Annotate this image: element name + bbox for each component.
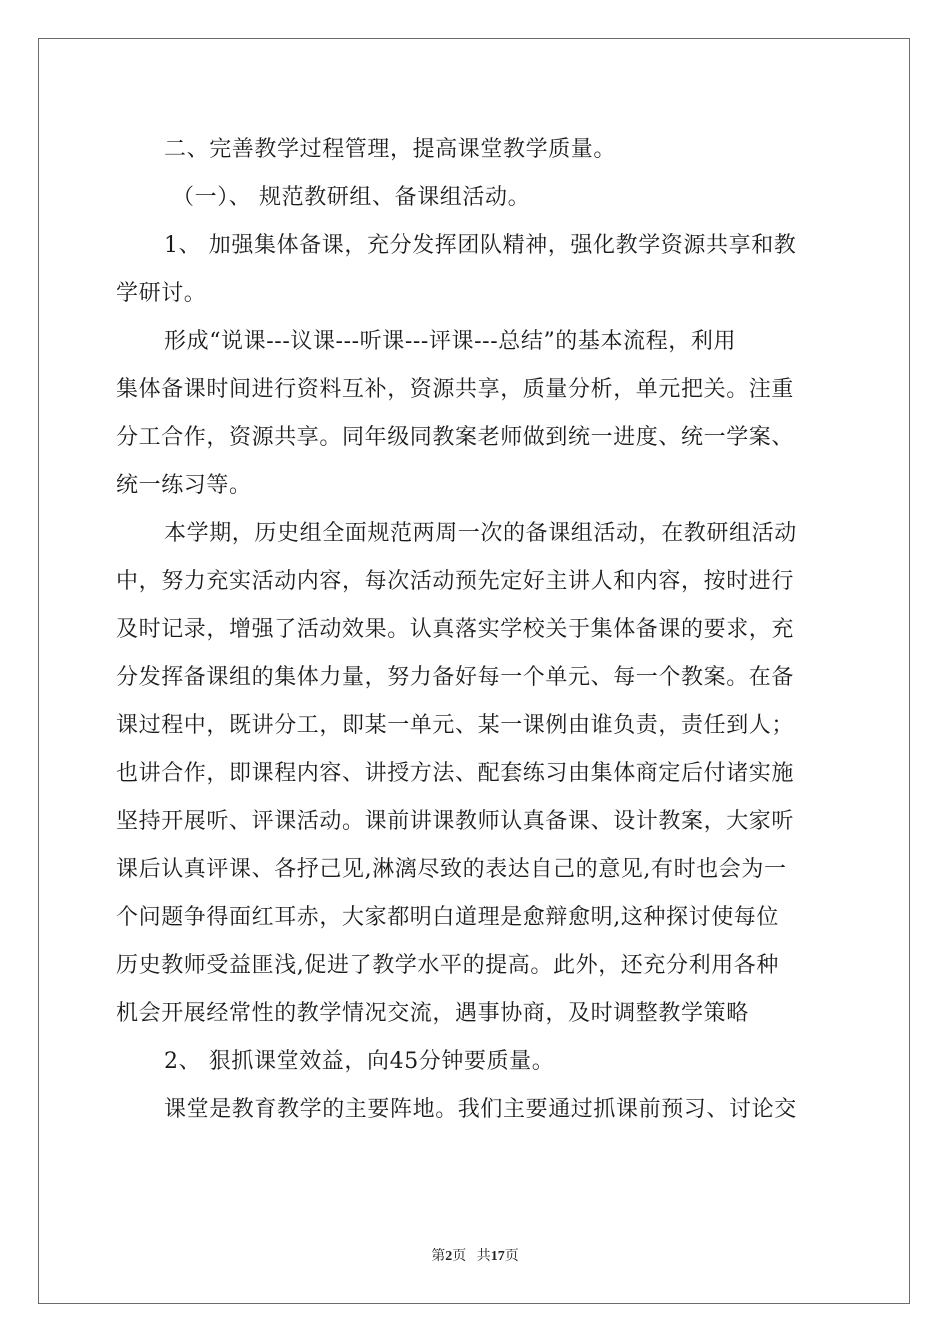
page-suffix: 页 bbox=[452, 1249, 467, 1264]
paragraph-line: 历史教师受益匪浅,促进了教学水平的提高。此外，还充分利用各种 bbox=[116, 953, 779, 978]
subsection-heading: （一）、 规范教研组、备课组活动。 bbox=[172, 185, 531, 210]
total-prefix: 共 bbox=[476, 1249, 491, 1264]
page-number: 2 bbox=[445, 1249, 453, 1264]
paragraph-line: 统一练习等。 bbox=[116, 473, 252, 498]
total-suffix: 页 bbox=[504, 1249, 519, 1264]
paragraph-line: 分工合作，资源共享。同年级同教案老师做到统一进度、统一学案、 bbox=[116, 425, 795, 450]
paragraph-line: 2、 狠抓课堂效益，向45分钟要质量。 bbox=[164, 1049, 555, 1074]
paragraph-line: 形成“说课---议课---听课---评课---总结”的基本流程，利用 bbox=[164, 329, 737, 354]
paragraph-line: 中，努力充实活动内容，每次活动预先定好主讲人和内容，按时进行 bbox=[116, 569, 795, 594]
paragraph-line: 课过程中，既讲分工，即某一单元、某一课例由谁负责，责任到人； bbox=[116, 713, 795, 738]
paragraph-line: 坚持开展听、评课活动。课前讲课教师认真备课、设计教案，大家听 bbox=[116, 809, 795, 834]
paragraph-line: 本学期，历史组全面规范两周一次的备课组活动，在教研组活动 bbox=[164, 521, 797, 546]
paragraph-line: 课后认真评课、各抒己见,淋漓尽致的表达自己的意见,有时也会为一 bbox=[116, 857, 787, 882]
paragraph-line: 及时记录，增强了活动效果。认真落实学校关于集体备课的要求，充 bbox=[116, 617, 795, 642]
page-footer bbox=[0, 1245, 950, 1265]
paragraph-line: 也讲合作，即课程内容、讲授方法、配套练习由集体商定后付诸实施 bbox=[116, 761, 795, 786]
section-heading: 二、完善教学过程管理，提高课堂教学质量。 bbox=[164, 137, 617, 162]
page-prefix: 第 bbox=[431, 1249, 446, 1264]
total-pages: 17 bbox=[490, 1249, 505, 1264]
paragraph-line: 集体备课时间进行资料互补，资源共享，质量分析，单元把关。注重 bbox=[116, 377, 795, 402]
paragraph-line: 课堂是教育教学的主要阵地。我们主要通过抓课前预习、讨论交 bbox=[164, 1097, 797, 1122]
paragraph-line: 个问题争得面红耳赤，大家都明白道理是愈辩愈明,这种探讨使每位 bbox=[116, 905, 779, 930]
document-body bbox=[116, 126, 832, 1134]
paragraph-line: 1、 加强集体备课，充分发挥团队精神，强化教学资源共享和教 bbox=[164, 233, 797, 258]
paragraph-line: 学研讨。 bbox=[116, 281, 207, 306]
paragraph-line: 分发挥备课组的集体力量，努力备好每一个单元、每一个教案。在备 bbox=[116, 665, 795, 690]
paragraph-line: 机会开展经常性的教学情况交流，遇事协商，及时调整教学策略 bbox=[116, 1001, 749, 1026]
